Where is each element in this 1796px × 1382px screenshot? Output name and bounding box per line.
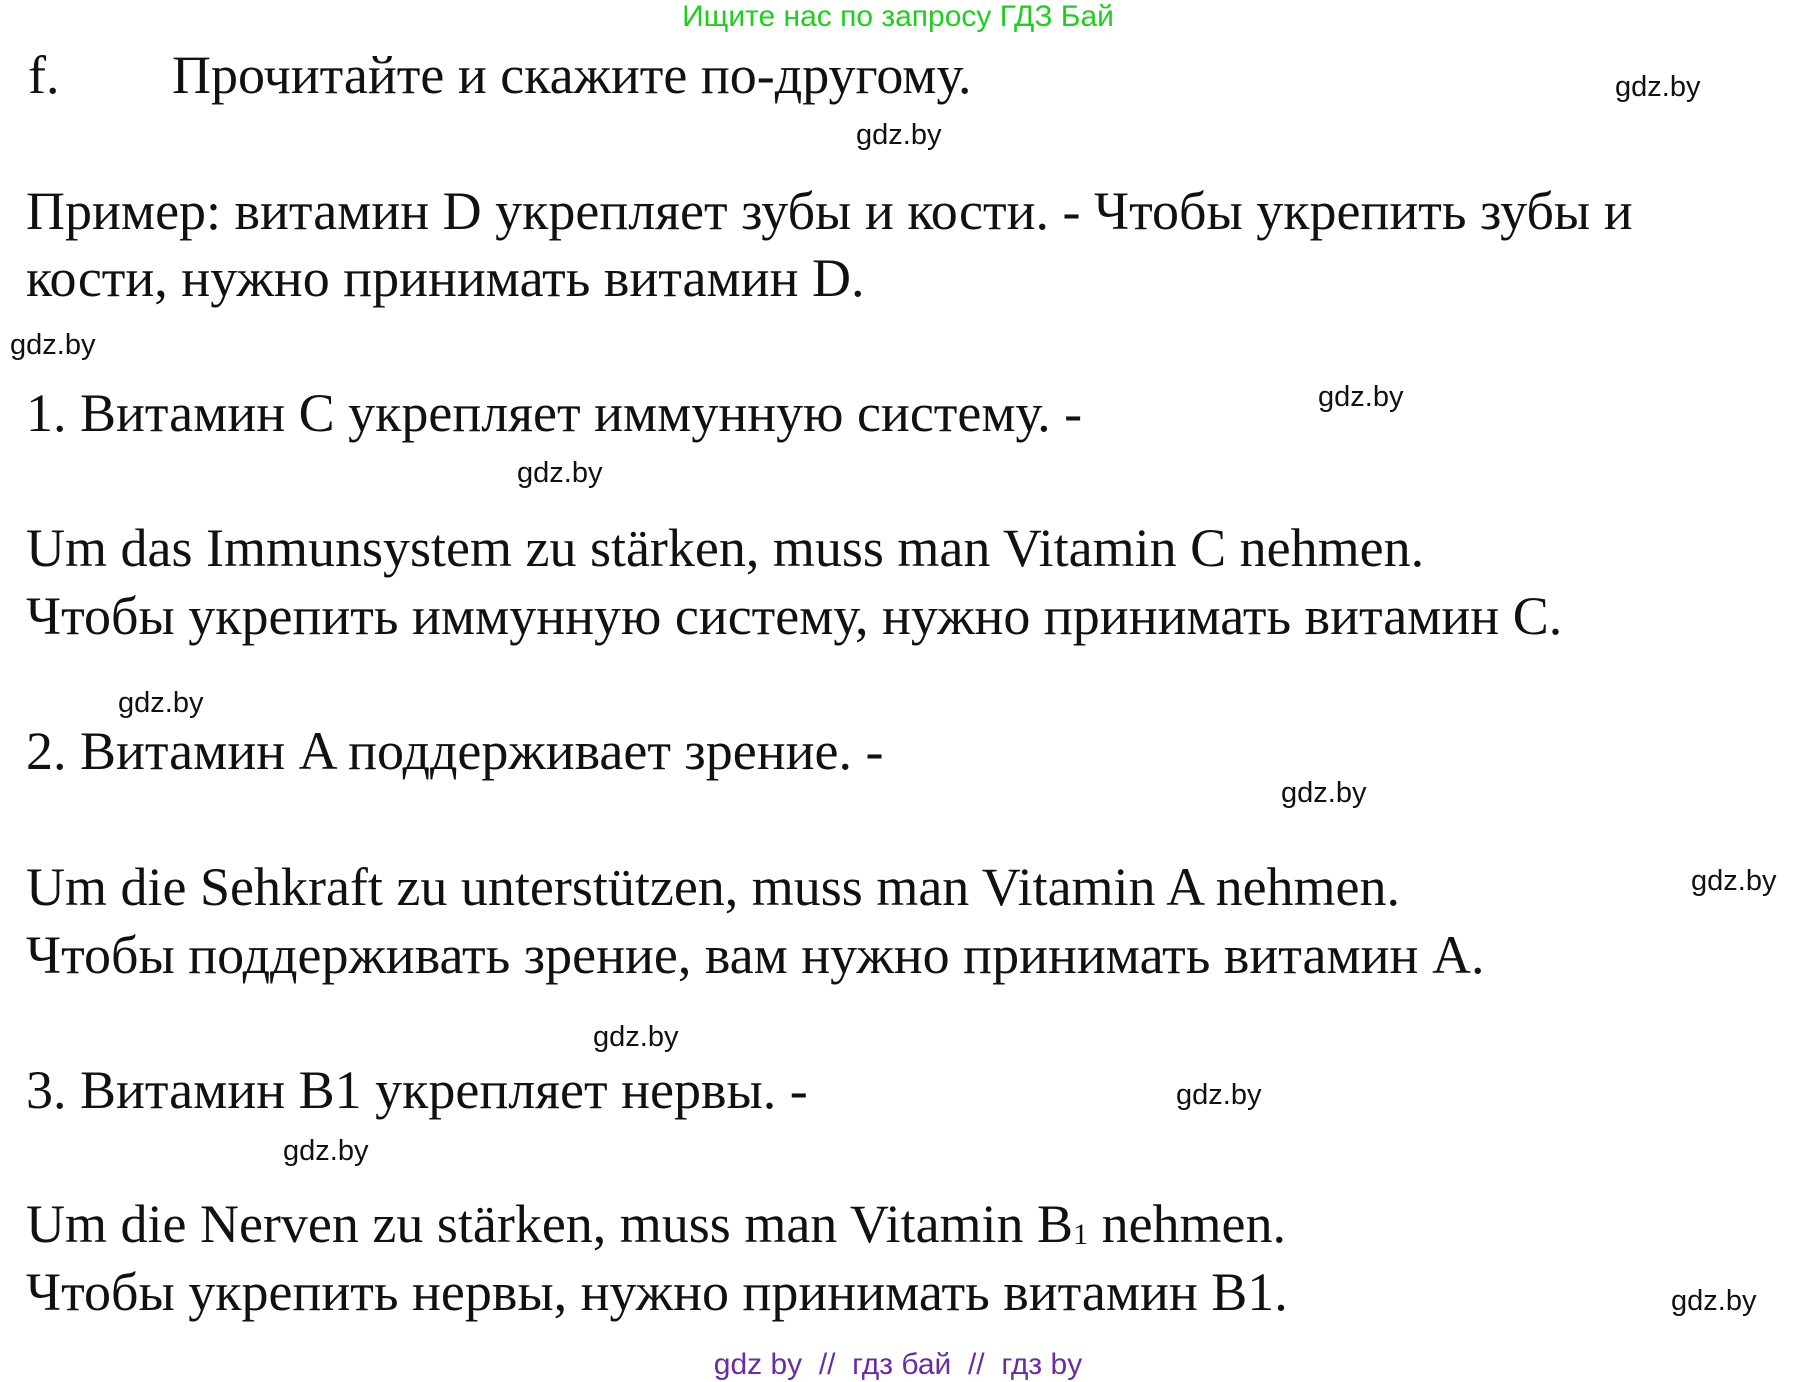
task-letter: f.	[28, 45, 60, 105]
watermark: gdz.by	[10, 329, 96, 361]
watermark: gdz.by	[1281, 777, 1367, 809]
watermark: gdz.by	[856, 119, 942, 151]
footer-links: gdz by // гдз бай // гдз by	[713, 1348, 1083, 1381]
item-2-answer-ru: Чтобы поддерживать зрение, вам нужно принимать витамин A.	[26, 925, 1485, 985]
item-3-answer-ru: Чтобы укрепить нервы, нужно принимать витамин B1.	[26, 1262, 1288, 1322]
watermark: gdz.by	[1318, 381, 1404, 413]
item-1-prompt: 1. Витамин C укрепляет иммунную систему. -	[26, 383, 1083, 443]
item-1-answer-de: Um das Immunsystem zu stärken, muss man Vitamin C nehmen.	[26, 518, 1425, 578]
watermark: gdz.by	[1176, 1079, 1262, 1111]
watermark: gdz.by	[1671, 1285, 1757, 1317]
example-line-2: кости, нужно принимать витамин D.	[26, 248, 865, 308]
task-instruction: Прочитайте и скажите по-другому.	[172, 45, 972, 105]
watermark: gdz.by	[593, 1021, 679, 1053]
item-3-answer-de-main: Um die Nerven zu stärken, muss man Vitamin B	[26, 1194, 1074, 1254]
watermark: gdz.by	[1615, 71, 1701, 103]
watermark: gdz.by	[1691, 865, 1777, 897]
header-banner: Ищите нас по запросу ГДЗ Бай	[682, 0, 1114, 33]
watermark: gdz.by	[118, 687, 204, 719]
example-line-1: Пример: витамин D укрепляет зубы и кости. - Чтобы укрепить зубы и	[26, 181, 1633, 241]
item-2-answer-de: Um die Sehkraft zu unterstützen, muss man Vitamin A nehmen.	[26, 857, 1401, 917]
item-3-answer-de	[26, 1193, 1286, 1266]
item-1-answer-ru: Чтобы укрепить иммунную систему, нужно принимать витамин C.	[26, 586, 1563, 646]
watermark: gdz.by	[517, 457, 603, 489]
item-3-subscript: 1	[1073, 1218, 1089, 1251]
item-3-answer-de-end: nehmen.	[1088, 1194, 1287, 1254]
watermark: gdz.by	[283, 1135, 369, 1167]
item-2-prompt: 2. Витамин A поддерживает зрение. -	[26, 721, 884, 781]
item-3-prompt: 3. Витамин B1 укрепляет нервы. -	[26, 1060, 808, 1120]
